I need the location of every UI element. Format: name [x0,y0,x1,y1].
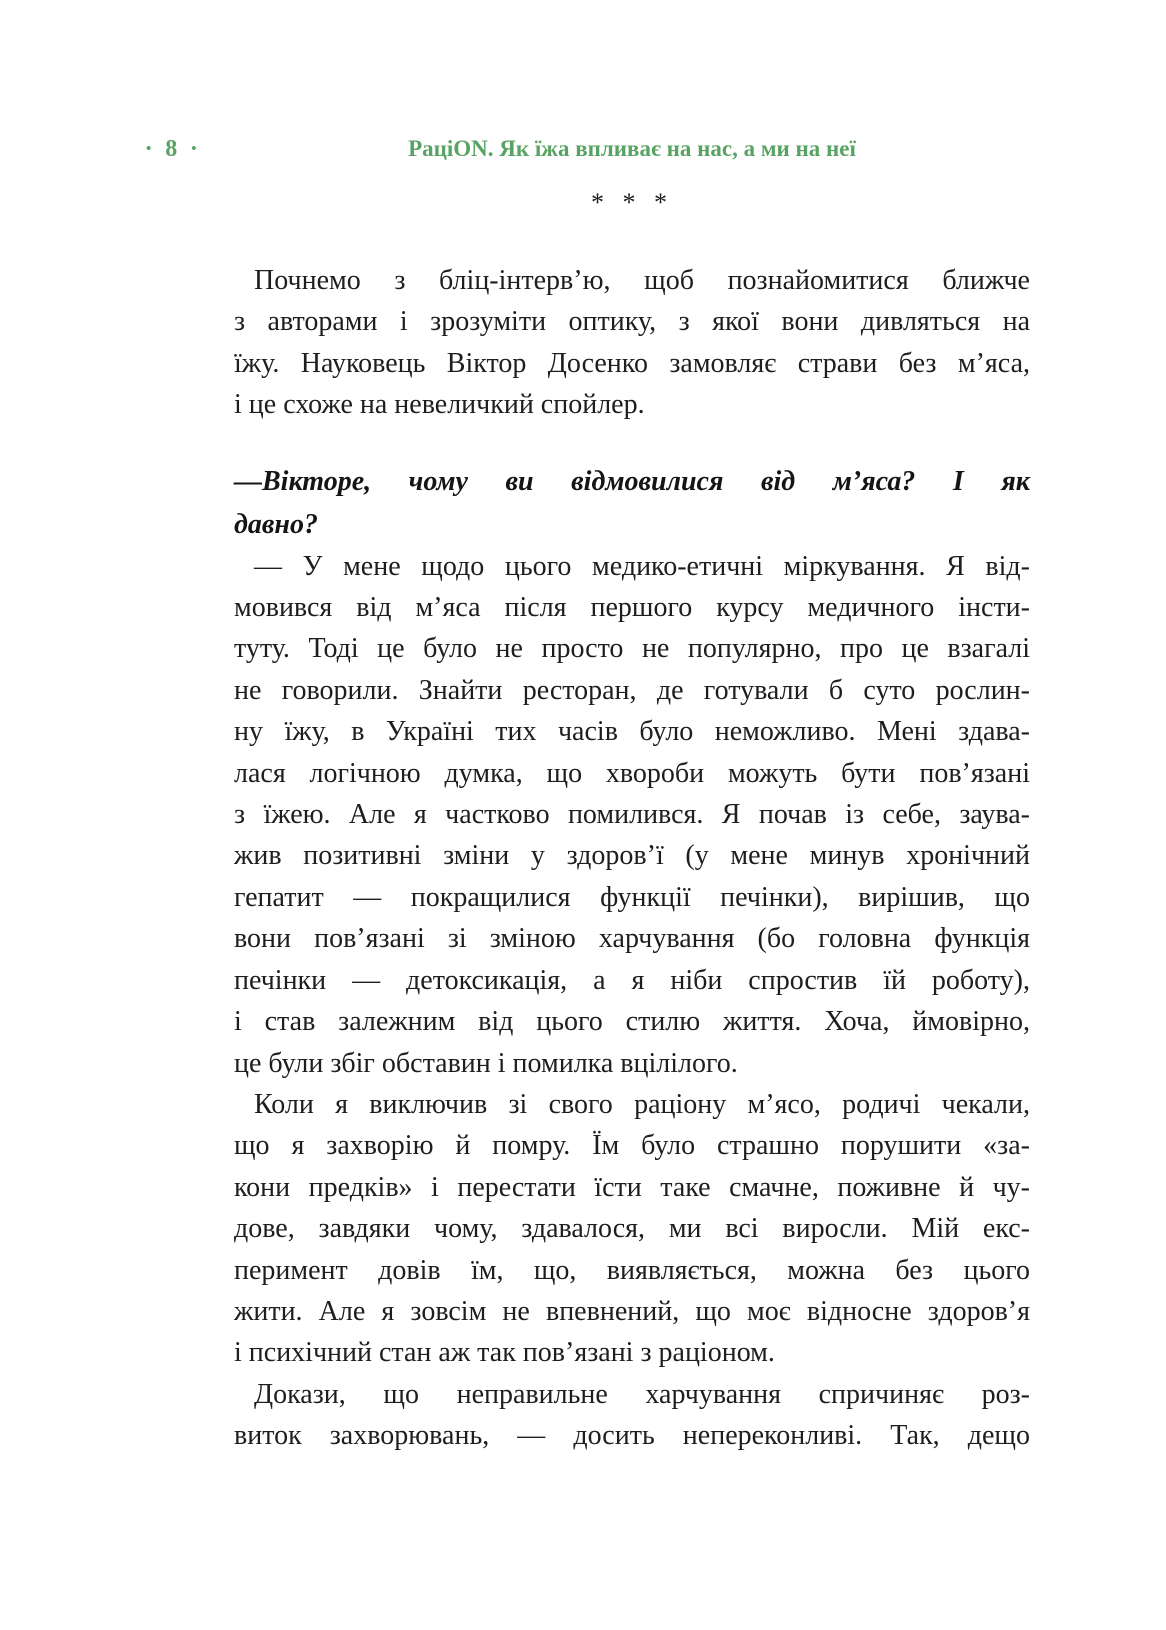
page-number [146,135,197,163]
section-separator: * * * [591,188,673,217]
paragraph [234,1374,1030,1457]
body-line: це були збіг обставин і помилка вцілілого. [234,1047,738,1079]
body-line: не говорили. Знайти ресторан, де готували б суто рослин- [234,674,1030,706]
body-line: дове, завдяки чому, здавалося, ми всі виросли. Мій екс- [234,1213,1030,1245]
question-heading [234,460,1030,546]
paragraph [234,1084,1030,1374]
body-line: туту. Тоді це було не просто не популярно, про це взагалі [234,633,1030,665]
paragraph [234,260,1030,426]
body-line: перимент довів їм, що, виявляється, можна без цього [234,1254,1030,1286]
body-line: Докази, що неправильне харчування спричиняє роз- [254,1378,1030,1410]
body-line: вони пов’язані зі зміною харчування (бо головна функція [234,923,1030,955]
body-line: Почнемо з бліц-інтерв’ю, щоб познайомитися ближче [254,265,1030,296]
body-line: гепатит — покращилися функції печінки), вирішив, що [234,881,1030,913]
body-line: лася логічною думка, що хвороби можуть бути пов’язані [234,757,1030,789]
body-line: кони предків» і перестати їсти таке смачне, поживне й чу- [234,1171,1030,1203]
question-heading-line: давно? [234,508,318,540]
page-number-value: 8 [165,136,178,162]
running-title: РаціON. Як їжа впливає на нас, а ми на неї [408,136,856,161]
paragraph [234,546,1030,1084]
body-line: виток захворювань, — досить непереконливі. Так, дещо [234,1420,1030,1452]
page-number-bullet-left: • [146,141,152,157]
body-line: їжу. Науковець Віктор Досенко замовляє страви без м’яса, [234,347,1030,379]
text-block [234,260,1030,1457]
body-line: що я захворію й помру. Їм було страшно порушити «за- [234,1130,1030,1162]
body-line: ну їжу, в Україні тих часів було неможливо. Мені здава- [234,716,1030,748]
body-line: печінки — детоксикація, а я ніби спростив їй роботу), [234,964,1030,996]
body-line: жив позитивні зміни у здоров’ї (у мене минув хронічний [234,840,1030,872]
body-line: жити. Але я зовсім не впевнений, що моє відносне здоров’я [234,1295,1030,1327]
body-line: з авторами і зрозуміти оптику, з якої вони дивляться на [234,306,1030,338]
page-number-bullet-right: • [191,141,197,157]
running-head [0,135,1166,167]
body-line: — У мене щодо цього медико-етичні міркування. Я від- [254,550,1030,582]
body-line: і психічний стан аж так пов’язані з раціоном. [234,1337,775,1369]
body-line: Коли я виключив зі свого раціону м’ясо, родичі чекали, [254,1088,1030,1120]
body-line: і це схоже на невеличкий спойлер. [234,389,645,421]
question-heading-line: —Вікторе, чому ви відмовилися від м’яса? І як [234,465,1030,497]
body-line: мовився від м’яса після першого курсу медичного інсти- [234,592,1030,624]
body-line: з їжею. Але я частково помилився. Я почав із себе, заува- [234,799,1030,831]
body-line: і став залежним від цього стилю життя. Хоча, ймовірно, [234,1006,1030,1038]
